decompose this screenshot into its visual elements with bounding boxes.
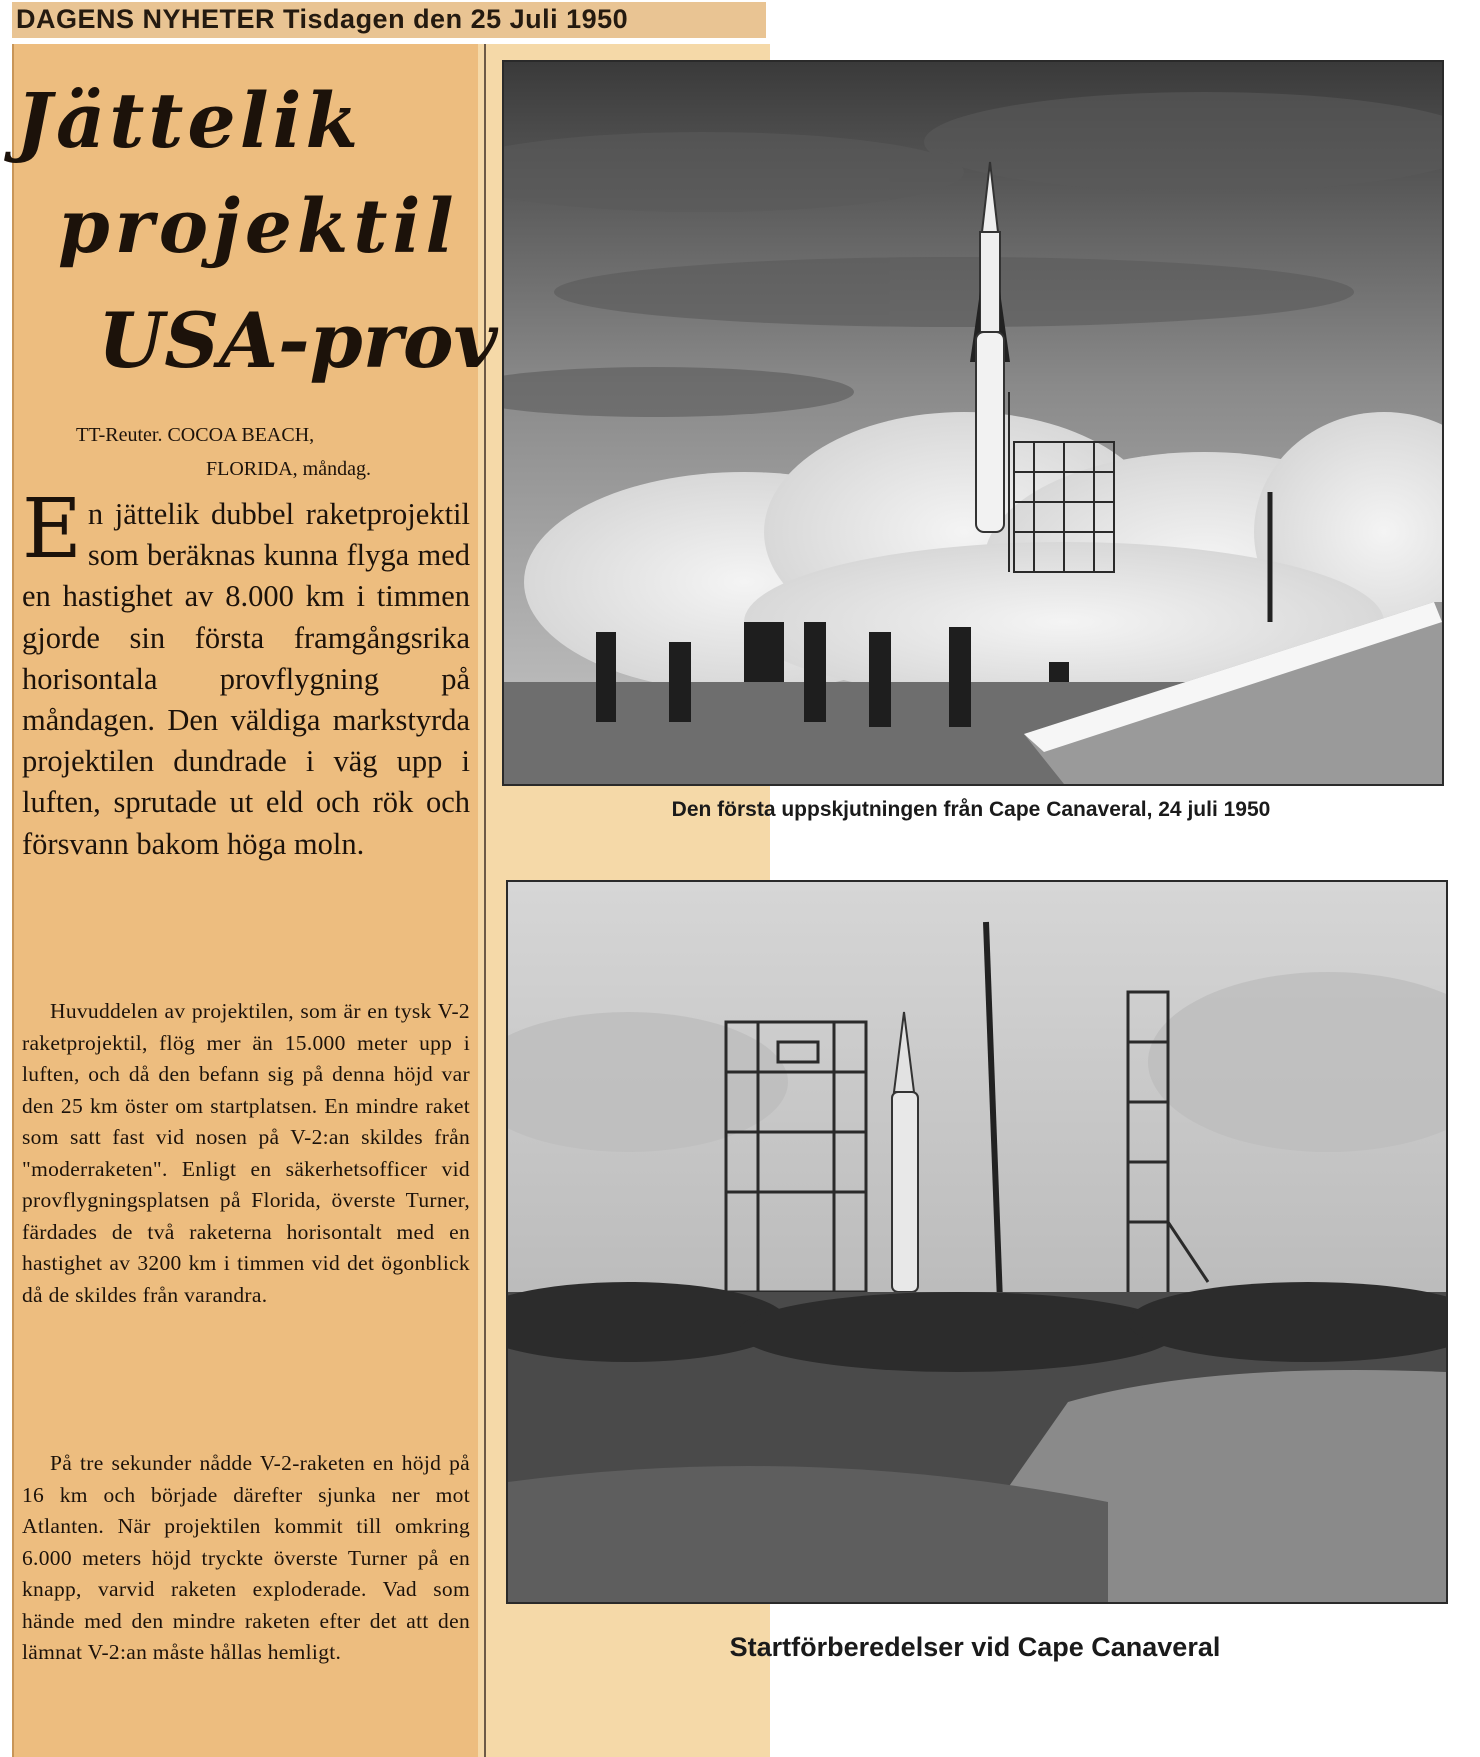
launch-photo bbox=[502, 60, 1444, 786]
byline-dateline: FLORIDA, måndag. bbox=[206, 458, 371, 480]
lead-text: n jättelik dubbel raketprojektil som beräknas kunna flyga med en hastighet av 8.000 km i timmen gjorde sin första framgångsrika horisontala provflygning på måndagen. Den väldiga markstyrda projektilen dundrade i väg upp i luften, sprutade ut eld och rök och försvann bakom höga moln. bbox=[22, 497, 470, 861]
article-paragraph bbox=[22, 996, 470, 1311]
headline-line-3: USA-prov bbox=[98, 296, 498, 385]
drop-cap: E bbox=[22, 482, 82, 577]
paragraph-text: På tre sekunder nådde V-2-raketen en höjd på 16 km och började därefter sjunka ner mot Atlanten. När projektilen kommit till omkring 6.000 meters höjd tryckte överste Turner på en knapp, varvid raketen exploderade. Vad som hände med den mindre raketen efter det att den lämnat V-2:an måste hållas hemligt. bbox=[22, 1451, 470, 1664]
paragraph-text: Huvuddelen av projektilen, som är en tysk V-2 raketprojektil, flög mer än 15.000 meter upp i luften, och då den befann sig på denna höjd var den 25 km öster om startplatsen. En mindre raket som satt fast vid nosen på V-2:an skildes från "moderraketen". Enligt en säkerhetsofficer vid provflygningsplatsen på Florida, överste Turner, färdades de två raketerna horisontalt med en hastighet av 3200 km i timmen vid det ögonblick då de skildes från varandra. bbox=[22, 999, 470, 1307]
headline-line-2: projektil bbox=[58, 184, 459, 270]
article-paragraph bbox=[22, 1448, 470, 1669]
headline-line-1: Jättelik bbox=[16, 76, 363, 165]
launch-preparations-caption: Startförberedelser vid Cape Canaveral bbox=[729, 1632, 1221, 1662]
launch-photo-caption: Den första uppskjutningen från Cape Canaveral, 24 juli 1950 bbox=[671, 798, 1271, 821]
byline-agency: TT-Reuter. COCOA BEACH, bbox=[76, 424, 315, 446]
lead-paragraph bbox=[22, 482, 470, 865]
masthead-text: DAGENS NYHETER Tisdagen den 25 Juli 1950 bbox=[16, 4, 629, 34]
launch-preparations-photo bbox=[506, 880, 1448, 1604]
masthead bbox=[12, 2, 766, 38]
